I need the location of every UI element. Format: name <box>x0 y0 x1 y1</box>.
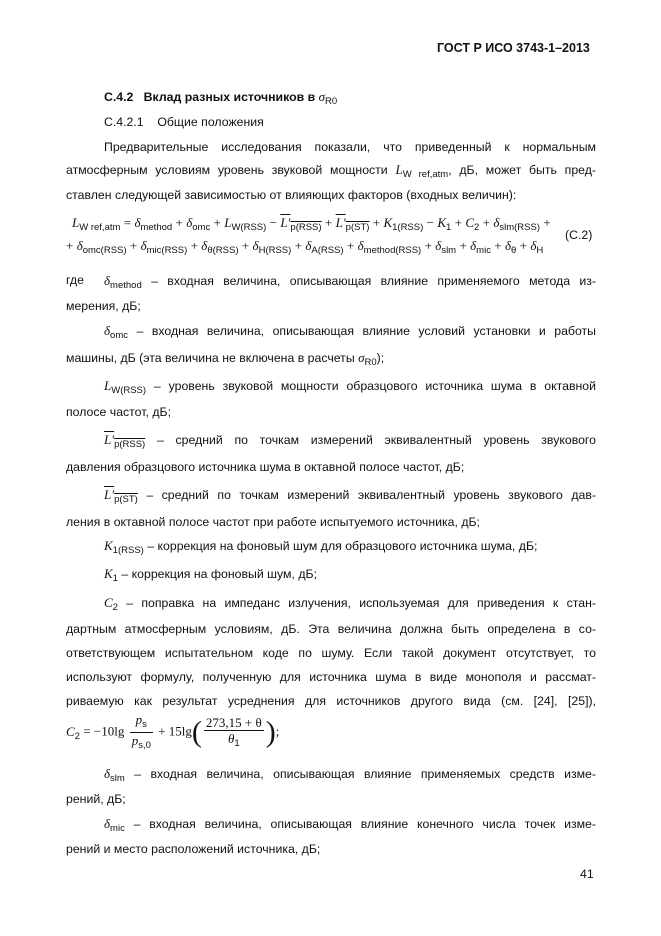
def-c2-line-1: $C_2$ – поправка на импеданс излучения, используемая для приведения к стан- <box>104 595 596 613</box>
def-c2-line-3: ответствующем испытательном коде по шуму. Если такой документ отсутствует, то <box>66 646 596 660</box>
intro-line-2: атмосферным условиям уровень звуковой мощности $L_{W ref,atm}$, дБ, может быть пред- <box>66 162 596 180</box>
fraction-pressure: $\frac{p_s}{p_{s,0}}$ <box>131 712 151 751</box>
def-lp-rss-line-2: давления образцового источника шума в октавной полосе частот, дБ; <box>66 460 465 474</box>
def-lw-line-2: полосе частот, дБ; <box>66 405 172 419</box>
def-c2-line-2: дартным атмосферным условиям, дБ. Эта величина должна быть определена в со- <box>66 622 596 636</box>
def-k1rss-line: $K_{1(RSS)}$ – коррекция на фоновый шум для образцового источника шума, дБ; <box>104 538 538 556</box>
def-slm-line-2: рений, дБ; <box>66 792 126 806</box>
subsection-title: Общие положения <box>157 115 264 129</box>
def-k1-line: $K_1$ – коррекция на фоновый шум, дБ; <box>104 566 317 584</box>
def-omc-line-1: $\delta_{omc}$ – входная величина, описывающая влияние условий установки и работы <box>104 323 596 341</box>
def-omc-line-2: машины, дБ (эта величина не включена в расчеты $\sigma_{R0}$); <box>66 350 385 368</box>
section-heading <box>104 89 337 107</box>
def-lp-st-line-1: $L'_{p(ST)}$ – средний по точкам измерений эквивалентный уровень звукового дав- <box>104 487 596 505</box>
intro-line-3: ставлен следующей зависимостью от влияющих факторов (входных величин): <box>66 188 517 202</box>
lw-ref-atm-symbol: $L_{W ref,atm}$ <box>395 162 449 180</box>
section-number: C.4.2 <box>104 90 134 104</box>
subsection-heading <box>104 115 264 129</box>
def-lw-line-1: $L_{W(RSS)}$ – уровень звуковой мощности образцового источника шума в октавной <box>104 378 597 396</box>
def-mic-line-2: рений и место расположений источника, дБ; <box>66 842 321 856</box>
document-id: ГОСТ Р ИСО 3743-1–2013 <box>437 41 590 55</box>
def-lp-rss-line-1: $L'_{p(RSS)}$ – средний по точкам измерений эквивалентный уровень звукового <box>104 432 596 450</box>
where-label: где <box>66 273 84 287</box>
def-c2-line-4: используют формулу, полученную для источника шума в виде монополя и рассмат- <box>66 670 596 684</box>
def-slm-line-1: $\delta_{slm}$ – входная величина, описывающая влияние применяемых средств изме- <box>104 766 596 784</box>
subsection-number: C.4.2.1 <box>104 115 144 129</box>
section-title: Вклад разных источников в <box>143 90 316 104</box>
equation-number: (C.2) <box>565 228 593 242</box>
section-symbol: $\sigma_{R0}$ <box>318 89 338 107</box>
equation-c2-row-2: + $\delta_{omc(RSS)} + \delta_{mic(RSS)} + \delta_{\theta(RSS)} + \delta_{H(RSS)} + \delta_{A(RSS)} + \delta_{method(RSS)} + \delta_{slm} + \delta_{mic} + \delta_\theta + \delta_H$ <box>66 238 544 256</box>
def-method-line-1: $\delta_{method}$ – входная величина, описывающая влияние применяемого метода из- <box>104 273 596 291</box>
page-number: 41 <box>580 867 594 881</box>
def-lp-st-line-2: ления в октавной полосе частот при работе испытуемого источника, дБ; <box>66 515 480 529</box>
def-c2-line-5: риваемую как результат усреднения для источников другого вида (см. [24], [25]), <box>66 694 596 708</box>
equation-c2-row-1: $L_{W ref,atm} = \delta_{method} + \delta_{omc} + L_{W(RSS)} - L'_{p(RSS)} + L'_{p(ST)} + K_{1(RSS)} - K_1 + C_2 + \delta_{slm(RSS)}$ + <box>72 215 551 233</box>
def-method-line-2: мерения, дБ; <box>66 299 141 313</box>
fraction-temperature: $\frac{273,15 + \theta}{\theta_1}$ <box>205 714 262 749</box>
def-mic-line-1: $\delta_{mic}$ – входная величина, описывающая влияние конечного числа точек изме- <box>104 816 596 834</box>
formula-c2: $C_2 = -10\lg$ $\frac{p_s}{p_{s,0}}$ + 15lg( $\frac{273,15 + \theta}{\theta_1}$ ); <box>66 712 280 751</box>
intro-line-1: Предварительные исследования показали, что приведенный к нормальным <box>104 140 596 154</box>
